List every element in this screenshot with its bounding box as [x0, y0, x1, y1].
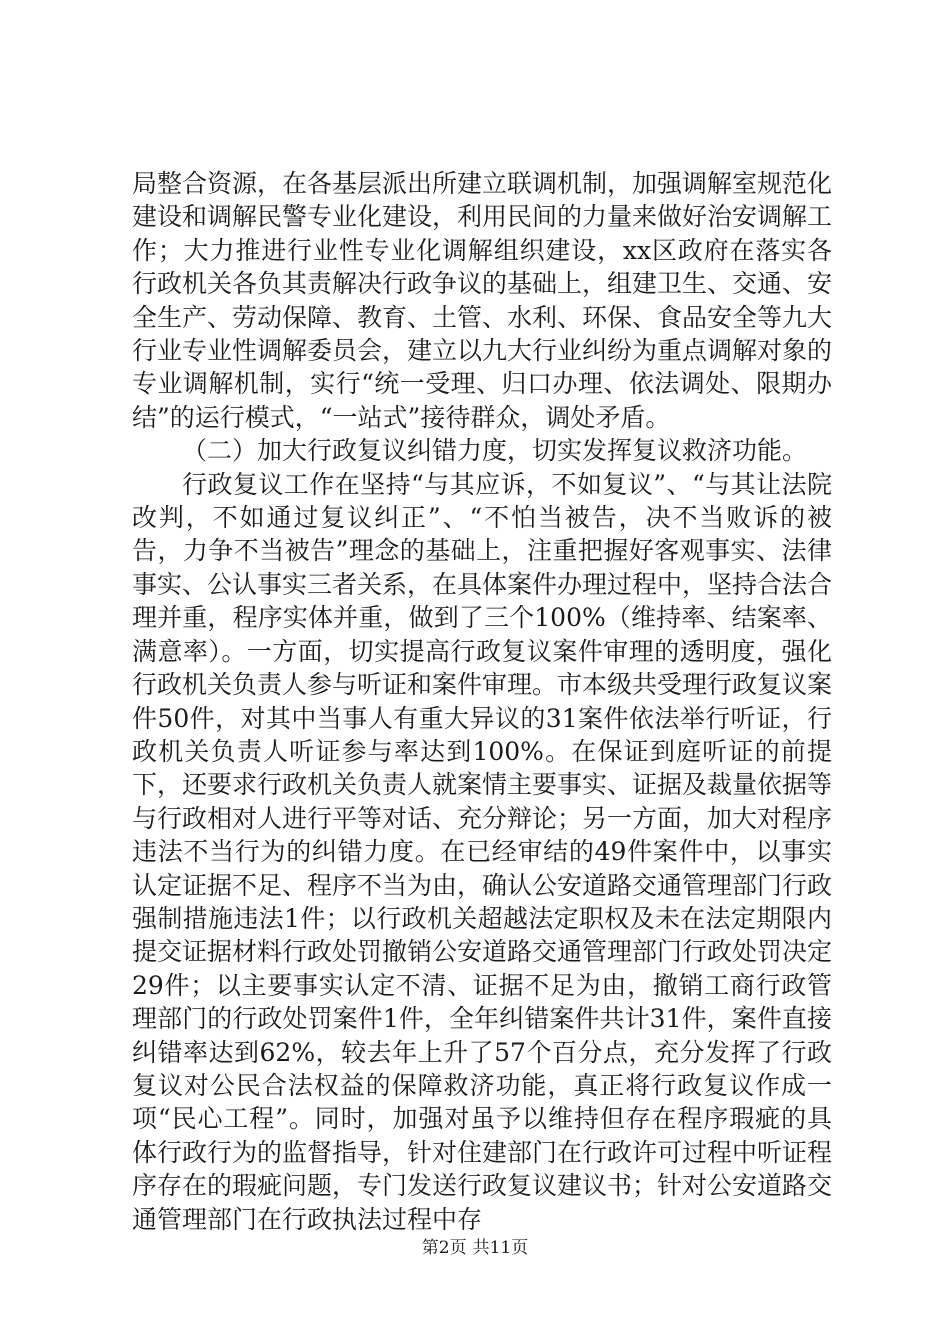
document-body — [132, 167, 832, 1236]
paragraph-administrative-review: 行政复议工作在坚持“与其应诉，不如复议”、“与其让法院改判，不如通过复议纠正”、“不怕当被告，决不当败诉的被告，力争不当被告”理念的基础上，注重把握好客观事实、法律事实、公认事实三者关系，在具体案件办理过程中，坚持合法合理并重，程序实体并重，做到了三个100%（维持率、结案率、满意率）。一方面，切实提高行政复议案件审理的透明度，强化行政机关负责人参与听证和案件审理。市本级共受理行政复议案件50件，对其中当事人有重大异议的31案件依法举行听证，行政机关负责人听证参与率达到100%。在保证到庭听证的前提下，还要求行政机关负责人就案情主要事实、证据及裁量依据等与行政相对人进行平等对话、充分辩论；另一方面，加大对程序违法不当行为的纠错力度。在已经审结的49件案件中，以事实认定证据不足、程序不当为由，确认公安道路交通管理部门行政强制措施违法1件；以行政机关超越法定职权及未在法定期限内提交证据材料行政处罚撤销公安道路交通管理部门行政处罚决定29件；以主要事实认定不清、证据不足为由，撤销工商行政管理部门的行政处罚案件1件，全年纠错案件共计31件，案件直接纠错率达到62%，较去年上升了57个百分点，充分发挥了行政复议对公民合法权益的保障救济功能，真正将行政复议作成一项“民心工程”。同时，加强对虽予以维持但存在程序瑕疵的具体行政行为的监督指导，针对住建部门在行政许可过程中听证程序存在的瑕疵问题，专门发送行政复议建议书；针对公安道路交通管理部门在行政执法过程中存 — [132, 469, 833, 1234]
total-pages: 共11页 — [472, 1238, 529, 1258]
paragraph-continuation: 局整合资源，在各基层派出所建立联调机制，加强调解室规范化建设和调解民警专业化建设，利用民间的力量来做好治安调解工作；大力推进行业性专业化调解组织建设，xx区政府在落实各行政机关各负其责解决行政争议的基础上，组建卫生、交通、安全生产、劳动保障、教育、土管、水利、环保、食品安全等九大行业专业性调解委员会，建立以九大行业纠纷为重点调解对象的专业调解机制，实行“统一受理、归口办理、依法调处、限期办结”的运行模式，“一站式”接待群众，调处矛盾。 — [132, 169, 833, 432]
section-heading: （二）加大行政复议纠错力度，切实发挥复议救济功能。 — [182, 436, 808, 466]
page-number: 第2页 — [421, 1238, 467, 1258]
page-footer — [0, 1238, 950, 1258]
